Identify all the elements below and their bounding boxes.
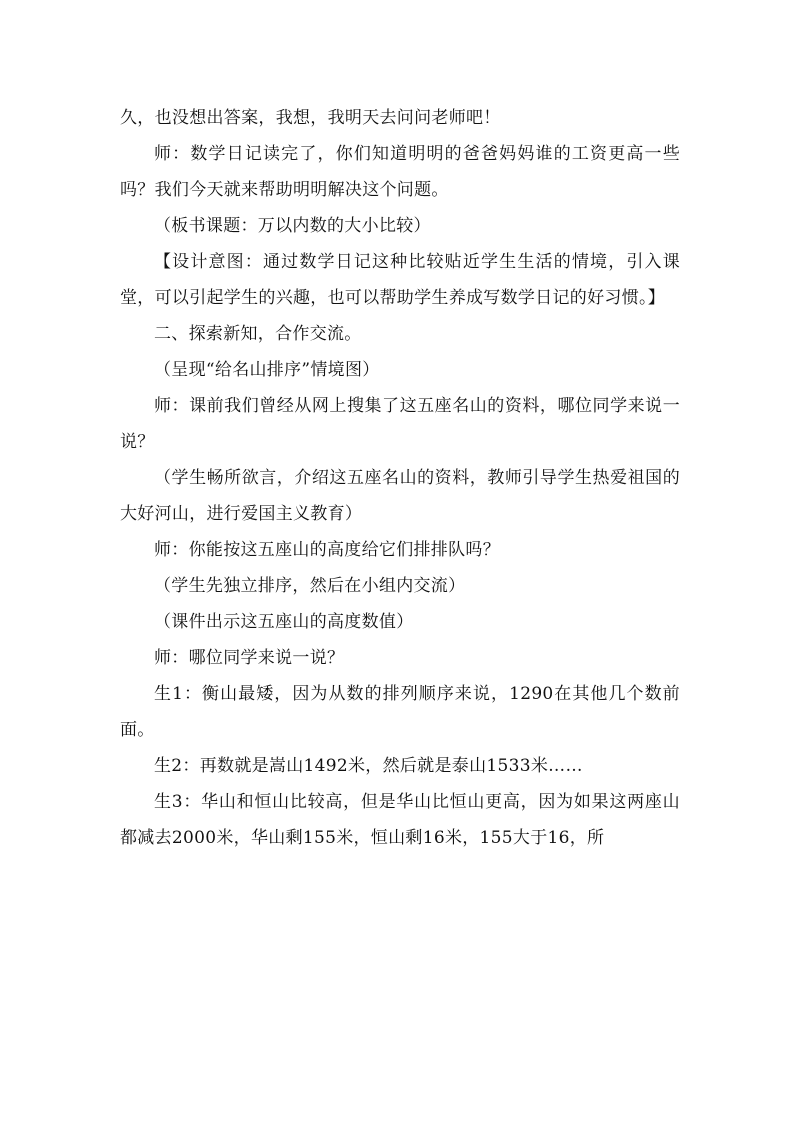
paragraph-continuation: 久，也没想出答案，我想，我明天去问问老师吧！ xyxy=(120,108,501,128)
paragraph-show-scene: （呈现“给名山排序”情境图） xyxy=(154,360,380,380)
paragraph-board-title: （板书课题：万以内数的大小比较） xyxy=(154,216,431,236)
paragraph-teacher-question: 师：课前我们曾经从网上搜集了这五座名山的资料，哪位同学来说一说？ xyxy=(120,396,680,452)
paragraph-design-intent: 【设计意图：通过数学日记这种比较贴近学生生活的情境，引入课堂，可以引起学生的兴趣，也可以帮助学生养成写数学日记的好习惯。】 xyxy=(120,252,680,308)
paragraph-student-1: 生1：衡山最矮，因为从数的排列顺序来说，1290在其他几个数前面。 xyxy=(120,684,680,740)
paragraph-students-sort: （学生先独立排序，然后在小组内交流） xyxy=(154,576,466,596)
paragraph-teacher-intro: 师：数学日记读完了，你们知道明明的爸爸妈妈谁的工资更高一些吗？我们今天就来帮助明明解决这个问题。 xyxy=(120,144,680,200)
document-body xyxy=(120,100,680,856)
paragraph-student-2: 生2：再数就是嵩山1492米，然后就是泰山1533米…… xyxy=(154,756,583,776)
paragraph-teacher-sort: 师：你能按这五座山的高度给它们排排队吗？ xyxy=(154,540,500,560)
paragraph-student-3: 生3：华山和恒山比较高，但是华山比恒山更高，因为如果这两座山都减去2000米，华山剩155米，恒山剩16米，155大于16，所 xyxy=(120,792,680,848)
paragraph-teacher-ask: 师：哪位同学来说一说？ xyxy=(154,648,345,668)
paragraph-show-heights: （课件出示这五座山的高度数值） xyxy=(154,612,414,632)
section-heading-explore: 二、探索新知，合作交流。 xyxy=(154,324,362,344)
paragraph-students-discuss: （学生畅所欲言，介绍这五座名山的资料，教师引导学生热爱祖国的大好河山，进行爱国主义教育） xyxy=(120,468,680,524)
